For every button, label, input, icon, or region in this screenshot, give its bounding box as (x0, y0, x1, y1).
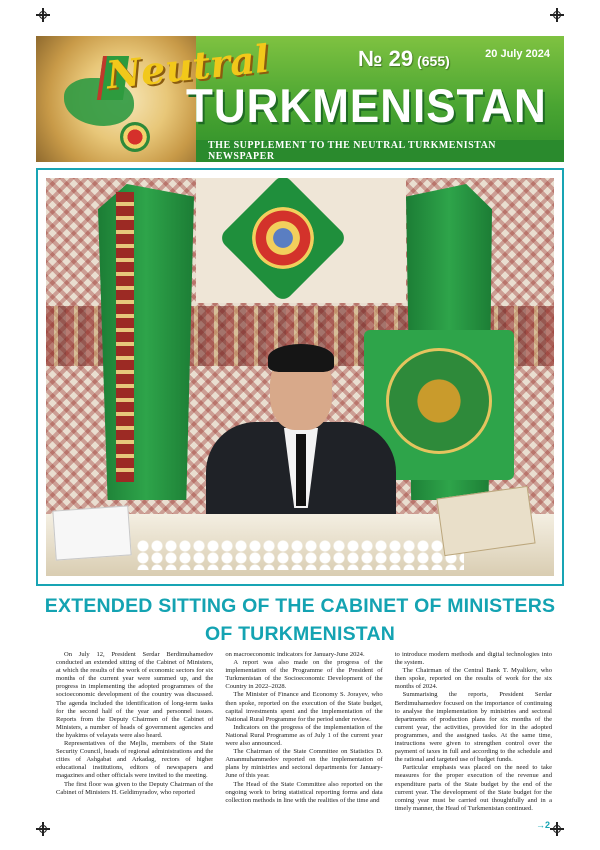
paragraph: Representatives of the Mejlis, members of the State Security Council, heads of regional administrations and the cities of Ashgabat and Arkadag, rectors of higher educational institutions, editors of newspapers and magazines and other officials were invited to the meeting. (56, 740, 214, 780)
registration-mark-bottom-left (36, 822, 50, 836)
paragraph: The Minister of Finance and Economy S. Jorayev, who then spoke, reported on the execution of the State budget, capital investments spent and the implementation of the National Rural Programme for the period under review. (225, 691, 383, 723)
column-2 (225, 651, 382, 819)
paragraph: to introduce modern methods and digital technologies into the system. (394, 651, 552, 667)
flower-arrangement (136, 540, 464, 570)
seal-graphic (120, 122, 150, 152)
paragraph: The first floor was given to the Deputy Chairman of the Cabinet of Ministers H. Geldimyradov, who reported (56, 780, 214, 796)
desk-documents-left (52, 505, 131, 560)
lead-photo-frame (36, 168, 564, 586)
masthead (36, 36, 564, 162)
registration-mark-top-right (550, 8, 564, 22)
issue-number-main: № 29 (358, 46, 414, 71)
paragraph: Summarising the reports, President Serdar Berdimuhamedov focused on the importance of continuing to analyse the implementation by ministries and sectoral departments of production plans for six months of the current year, the activities, provided for in the adopted programmes, and the assigned tasks. At the same time, instructions were given to strengthen control over the payment of taxes in full and according to the schedule and the rational and targeted use of budget funds. (394, 691, 552, 764)
speaker-tie (296, 434, 306, 506)
paragraph: Indicators on the progress of the implementation of the National Rural Programme as of July 1 of the current year were also announced. (225, 723, 383, 748)
article-headline (40, 592, 560, 648)
headline-line-2: OF TURKMENISTAN (204, 623, 396, 645)
paragraph: Particular emphasis was placed on the need to take measures for the proper execution of the revenue and expenditure parts of the State budget by the end of the current year. The development of the State budget for the coming year must be carried out thoughtfully and in a timely manner, the Head of Turkmenistan continued. (394, 764, 552, 812)
issue-number-sub: (655) (417, 53, 450, 69)
column-3 (395, 651, 552, 819)
paragraph: on macroeconomic indicators for January-June 2024. (225, 651, 365, 658)
logo-script-word: Neutral (104, 36, 272, 98)
flag-carpet-stripe (116, 192, 134, 482)
paragraph: The Head of the State Committee also reported on the ongoing work to bring statistical reporting forms and data collection methods in line with the realities of the time and (225, 780, 383, 804)
registration-mark-bottom-right (550, 822, 564, 836)
continued-page-link[interactable]: →2 (535, 820, 550, 830)
presidential-seal (386, 348, 492, 454)
state-emblem-center (252, 207, 314, 269)
headline-line-1: EXTENDED SITTING OF THE CABINET OF MINISTERS (44, 595, 556, 617)
column-1 (56, 651, 213, 819)
paragraph: The Chairman of the State Committee on Statistics D. Amanmuhammedov reported on the implementation of plans by ministries and sectoral departments for January-June of this year. (225, 748, 383, 780)
speaker-hair (268, 344, 334, 372)
masthead-tagline: THE SUPPLEMENT TO THE NEUTRAL TURKMENISTAN NEWSPAPER (208, 140, 497, 162)
paragraph: A report was also made on the progress of the implementation of the Programme of the President of Turkmenistan of the Socioeconomic Development of the Country in 2022–2028. (225, 659, 383, 691)
issue-date: 20 July 2024 (485, 48, 550, 60)
logo-main-word: TURKMENISTAN (186, 80, 547, 133)
article-body (56, 651, 552, 819)
paragraph: The Chairman of the Central Bank T. Myalikov, who then spoke, reported on the results of work for the six months of 2024. (394, 667, 552, 691)
lead-photo (46, 178, 554, 576)
issue-number (358, 46, 450, 72)
paragraph: On July 12, President Serdar Berdimuhamedov conducted an extended sitting of the Cabinet of Ministers, at which the results of the work of economic sectors for six months of the current year were summed up, and the progress in implementing the adopted programmes of the socioeconomic development of the country was discussed. The agenda included the identification of long-term tasks for the second half of the year and personnel issues. Reports from the Deputy Chairmen of the Cabinet of Ministers, a number of heads of government agencies and the hyakims of velayats were also heard. (56, 651, 214, 739)
national-flag-left (98, 184, 194, 500)
registration-mark-top-left (36, 8, 50, 22)
